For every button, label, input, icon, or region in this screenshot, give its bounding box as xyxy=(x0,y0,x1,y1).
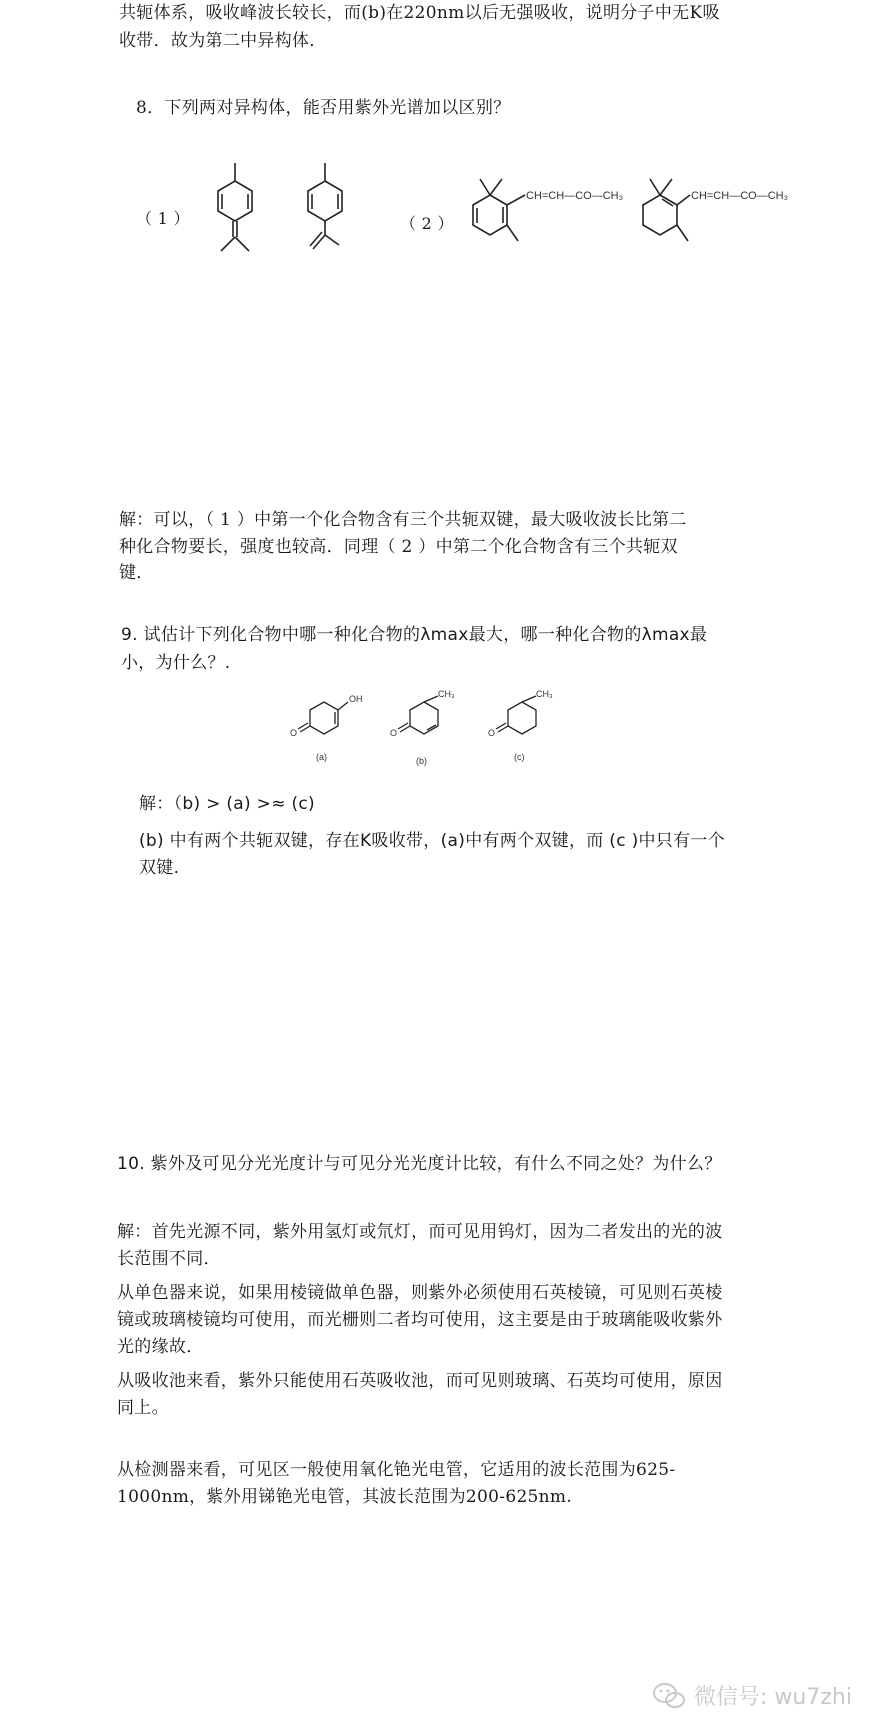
answer-10-line: 同上。 xyxy=(117,1398,169,1418)
text-line: 收带．故为第二中异构体． xyxy=(119,31,327,51)
oh-label: OH xyxy=(349,694,363,704)
text-line: 共轭体系，吸收峰波长较长，而(b)在220nm以后无强吸收，说明分子中无K吸 xyxy=(119,3,720,23)
label-pair-1: （ 1 ） xyxy=(136,209,190,228)
ch3-label: CH₃ xyxy=(536,689,553,699)
answer-8-line: 键． xyxy=(119,563,154,583)
question-10: 10. 紫外及可见分光光度计与可见分光光度计比较，有什么不同之处？为什么？ xyxy=(117,1154,722,1174)
caption-c: (c) xyxy=(514,752,525,762)
question-9-line: 小，为什么？. xyxy=(121,653,231,673)
o-label: O xyxy=(390,728,398,738)
answer-9-line: 双键. xyxy=(139,858,180,878)
o-label: O xyxy=(290,728,298,738)
compounds-abc-structures xyxy=(280,688,590,778)
answer-10-line: 从单色器来说，如果用棱镜做单色器，则紫外必须使用石英棱镜，可见则石英棱 xyxy=(117,1283,723,1303)
o-label: O xyxy=(488,728,496,738)
question-8: 8．下列两对异构体，能否用紫外光谱加以区别？ xyxy=(136,98,511,118)
answer-8-line: 种化合物要长，强度也较高．同理（ 2 ）中第二个化合物含有三个共轭双 xyxy=(119,537,678,557)
answer-10-line: 从吸收池来看，紫外只能使用石英吸收池，而可见则玻璃、石英均可使用，原因 xyxy=(117,1371,723,1391)
caption-b: (b) xyxy=(416,756,427,766)
answer-10-line: 光的缘故． xyxy=(117,1337,204,1357)
answer-8-line: 解：可以，（ 1 ）中第一个化合物含有三个共轭双键，最大吸收波长比第二 xyxy=(119,510,687,530)
substituent-label: CH=CH—CO—CH₃ xyxy=(526,190,624,202)
isomer-pair-2-structures xyxy=(450,175,810,260)
answer-9-line: (b) 中有两个共轭双键，存在K吸收带，(a)中有两个双键，而 (c )中只有一个 xyxy=(139,831,726,851)
watermark-text: 微信号: wu7zhi xyxy=(694,1685,852,1710)
answer-9-line: 解：（b) > (a) >≈ (c) xyxy=(139,794,315,814)
label-pair-2: （ 2 ） xyxy=(400,214,454,233)
isomer-pair-1-structures xyxy=(195,155,375,280)
ch3-label: CH₃ xyxy=(438,689,455,699)
answer-10-line: 长范围不同． xyxy=(117,1249,221,1269)
question-9-line: 9. 试估计下列化合物中哪一种化合物的λmax最大，哪一种化合物的λmax最 xyxy=(121,625,708,645)
wechat-icon xyxy=(652,1682,686,1710)
answer-10-line: 解：首先光源不同，紫外用氢灯或氘灯，而可见用钨灯，因为二者发出的光的波 xyxy=(117,1222,723,1242)
answer-10-line: 从检测器来看，可见区一般使用氧化铯光电管，它适用的波长范围为625- xyxy=(117,1460,676,1480)
wechat-watermark xyxy=(652,1680,852,1711)
substituent-label: CH=CH—CO—CH₃ xyxy=(691,190,789,202)
caption-a: (a) xyxy=(316,752,327,762)
answer-10-line: 镜或玻璃棱镜均可使用，而光栅则二者均可使用，这主要是由于玻璃能吸收紫外 xyxy=(117,1310,723,1330)
answer-10-line: 1000nm，紫外用锑铯光电管，其波长范围为200-625nm. xyxy=(117,1487,573,1507)
